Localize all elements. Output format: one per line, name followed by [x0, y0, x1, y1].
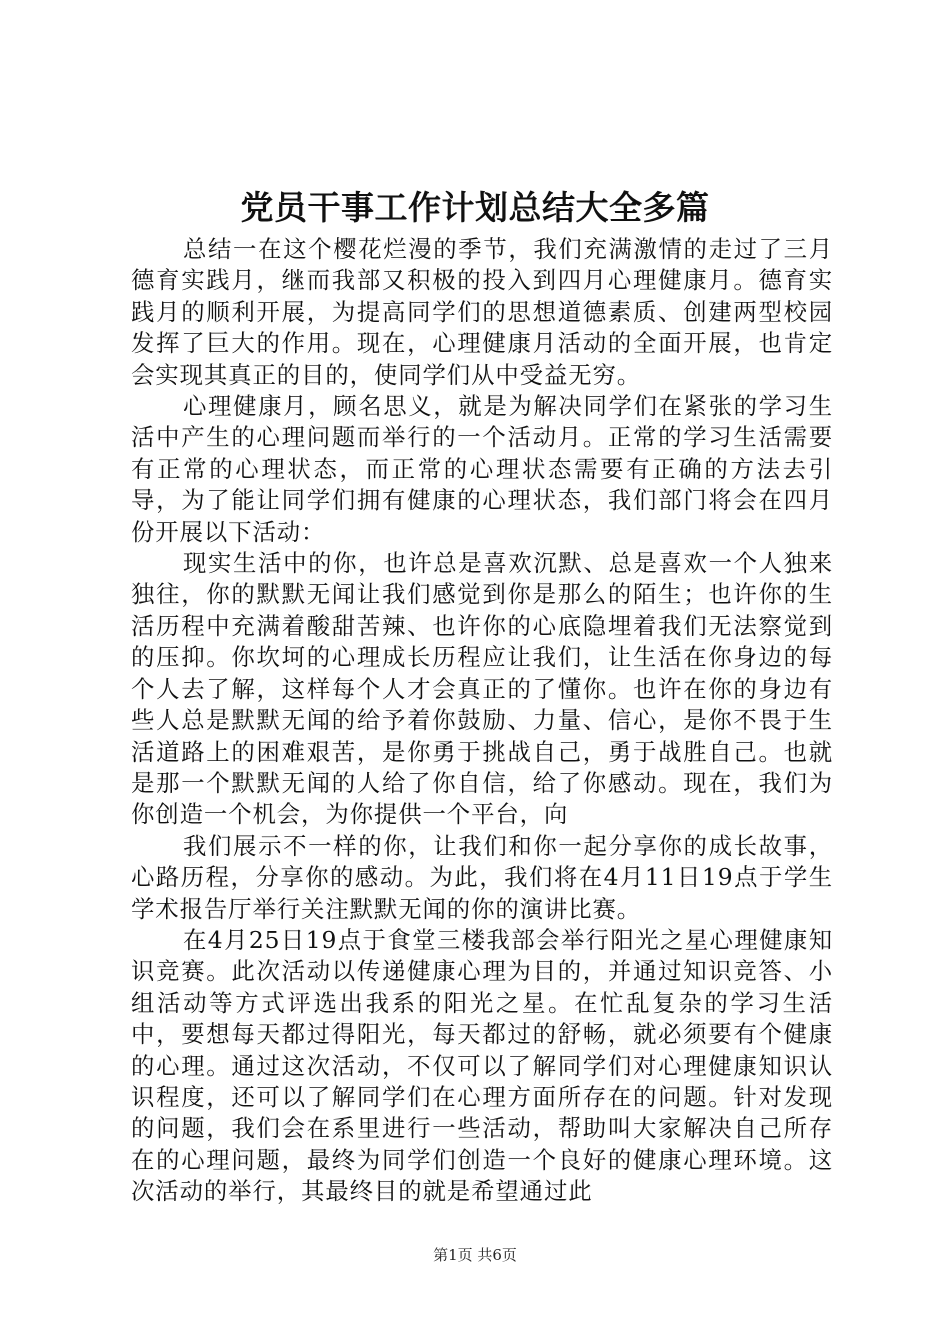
paragraph-2: 心理健康月，顾名思义，就是为解决同学们在紧张的学习生活中产生的心理问题而举行的一个活动月。正常的学习生活需要有正常的心理状态，而正常的心理状态需要有正确的方法去引导，为了能让同学们拥有健康的心理状态，我们部门将会在四月份开展以下活动：	[131, 392, 833, 546]
paragraph-3: 现实生活中的你，也许总是喜欢沉默、总是喜欢一个人独来独往，你的默默无闻让我们感觉到你是那么的陌生；也许你的生活历程中充满着酸甜苦辣、也许你的心底隐埋着我们无法察觉到的压抑。你坎坷的心理成长历程应让我们，让生活在你身边的每个人去了解，这样每个人才会真正的了懂你。也许在你的身边有些人总是默默无闻的给予着你鼓励、力量、信心，是你不畏于生活道路上的困难艰苦，是你勇于挑战自己，勇于战胜自己。也就是那一个默默无闻的人给了你自信，给了你感动。现在，我们为你创造一个机会，为你提供一个平台，向	[131, 549, 833, 829]
document-title: 党员干事工作计划总结大全多篇	[240, 188, 710, 227]
page-number-footer: 第1页 共6页	[433, 1246, 517, 1264]
paragraph-5: 在4月25日19点于食堂三楼我部会举行阳光之星心理健康知识竞赛。此次活动以传递健康心理为目的，并通过知识竞答、小组活动等方式评选出我系的阳光之星。在忙乱复杂的学习生活中，要想每天都过得阳光，每天都过的舒畅，就必须要有个健康的心理。通过这次活动，不仅可以了解同学们对心理健康知识认识程度，还可以了解同学们在心理方面所存在的问题。针对发现的问题，我们会在系里进行一些活动，帮助叫大家解决自己所存在的心理问题，最终为同学们创造一个良好的健康心理环境。这次活动的举行，其最终目的就是希望通过此	[131, 925, 833, 1206]
paragraph-1: 总结一在这个樱花烂漫的季节，我们充满激情的走过了三月德育实践月，继而我部又积极的投入到四月心理健康月。德育实践月的顺利开展，为提高同学们的思想道德素质、创建两型校园发挥了巨大的作用。现在，心理健康月活动的全面开展，也肯定会实现其真正的目的，使同学们从中受益无穷。	[131, 235, 833, 389]
paragraph-4: 我们展示不一样的你，让我们和你一起分享你的成长故事，心路历程，分享你的感动。为此，我们将在4月11日19点于学生学术报告厅举行关注默默无闻的你的演讲比赛。	[131, 831, 833, 923]
document-body	[131, 234, 833, 1208]
